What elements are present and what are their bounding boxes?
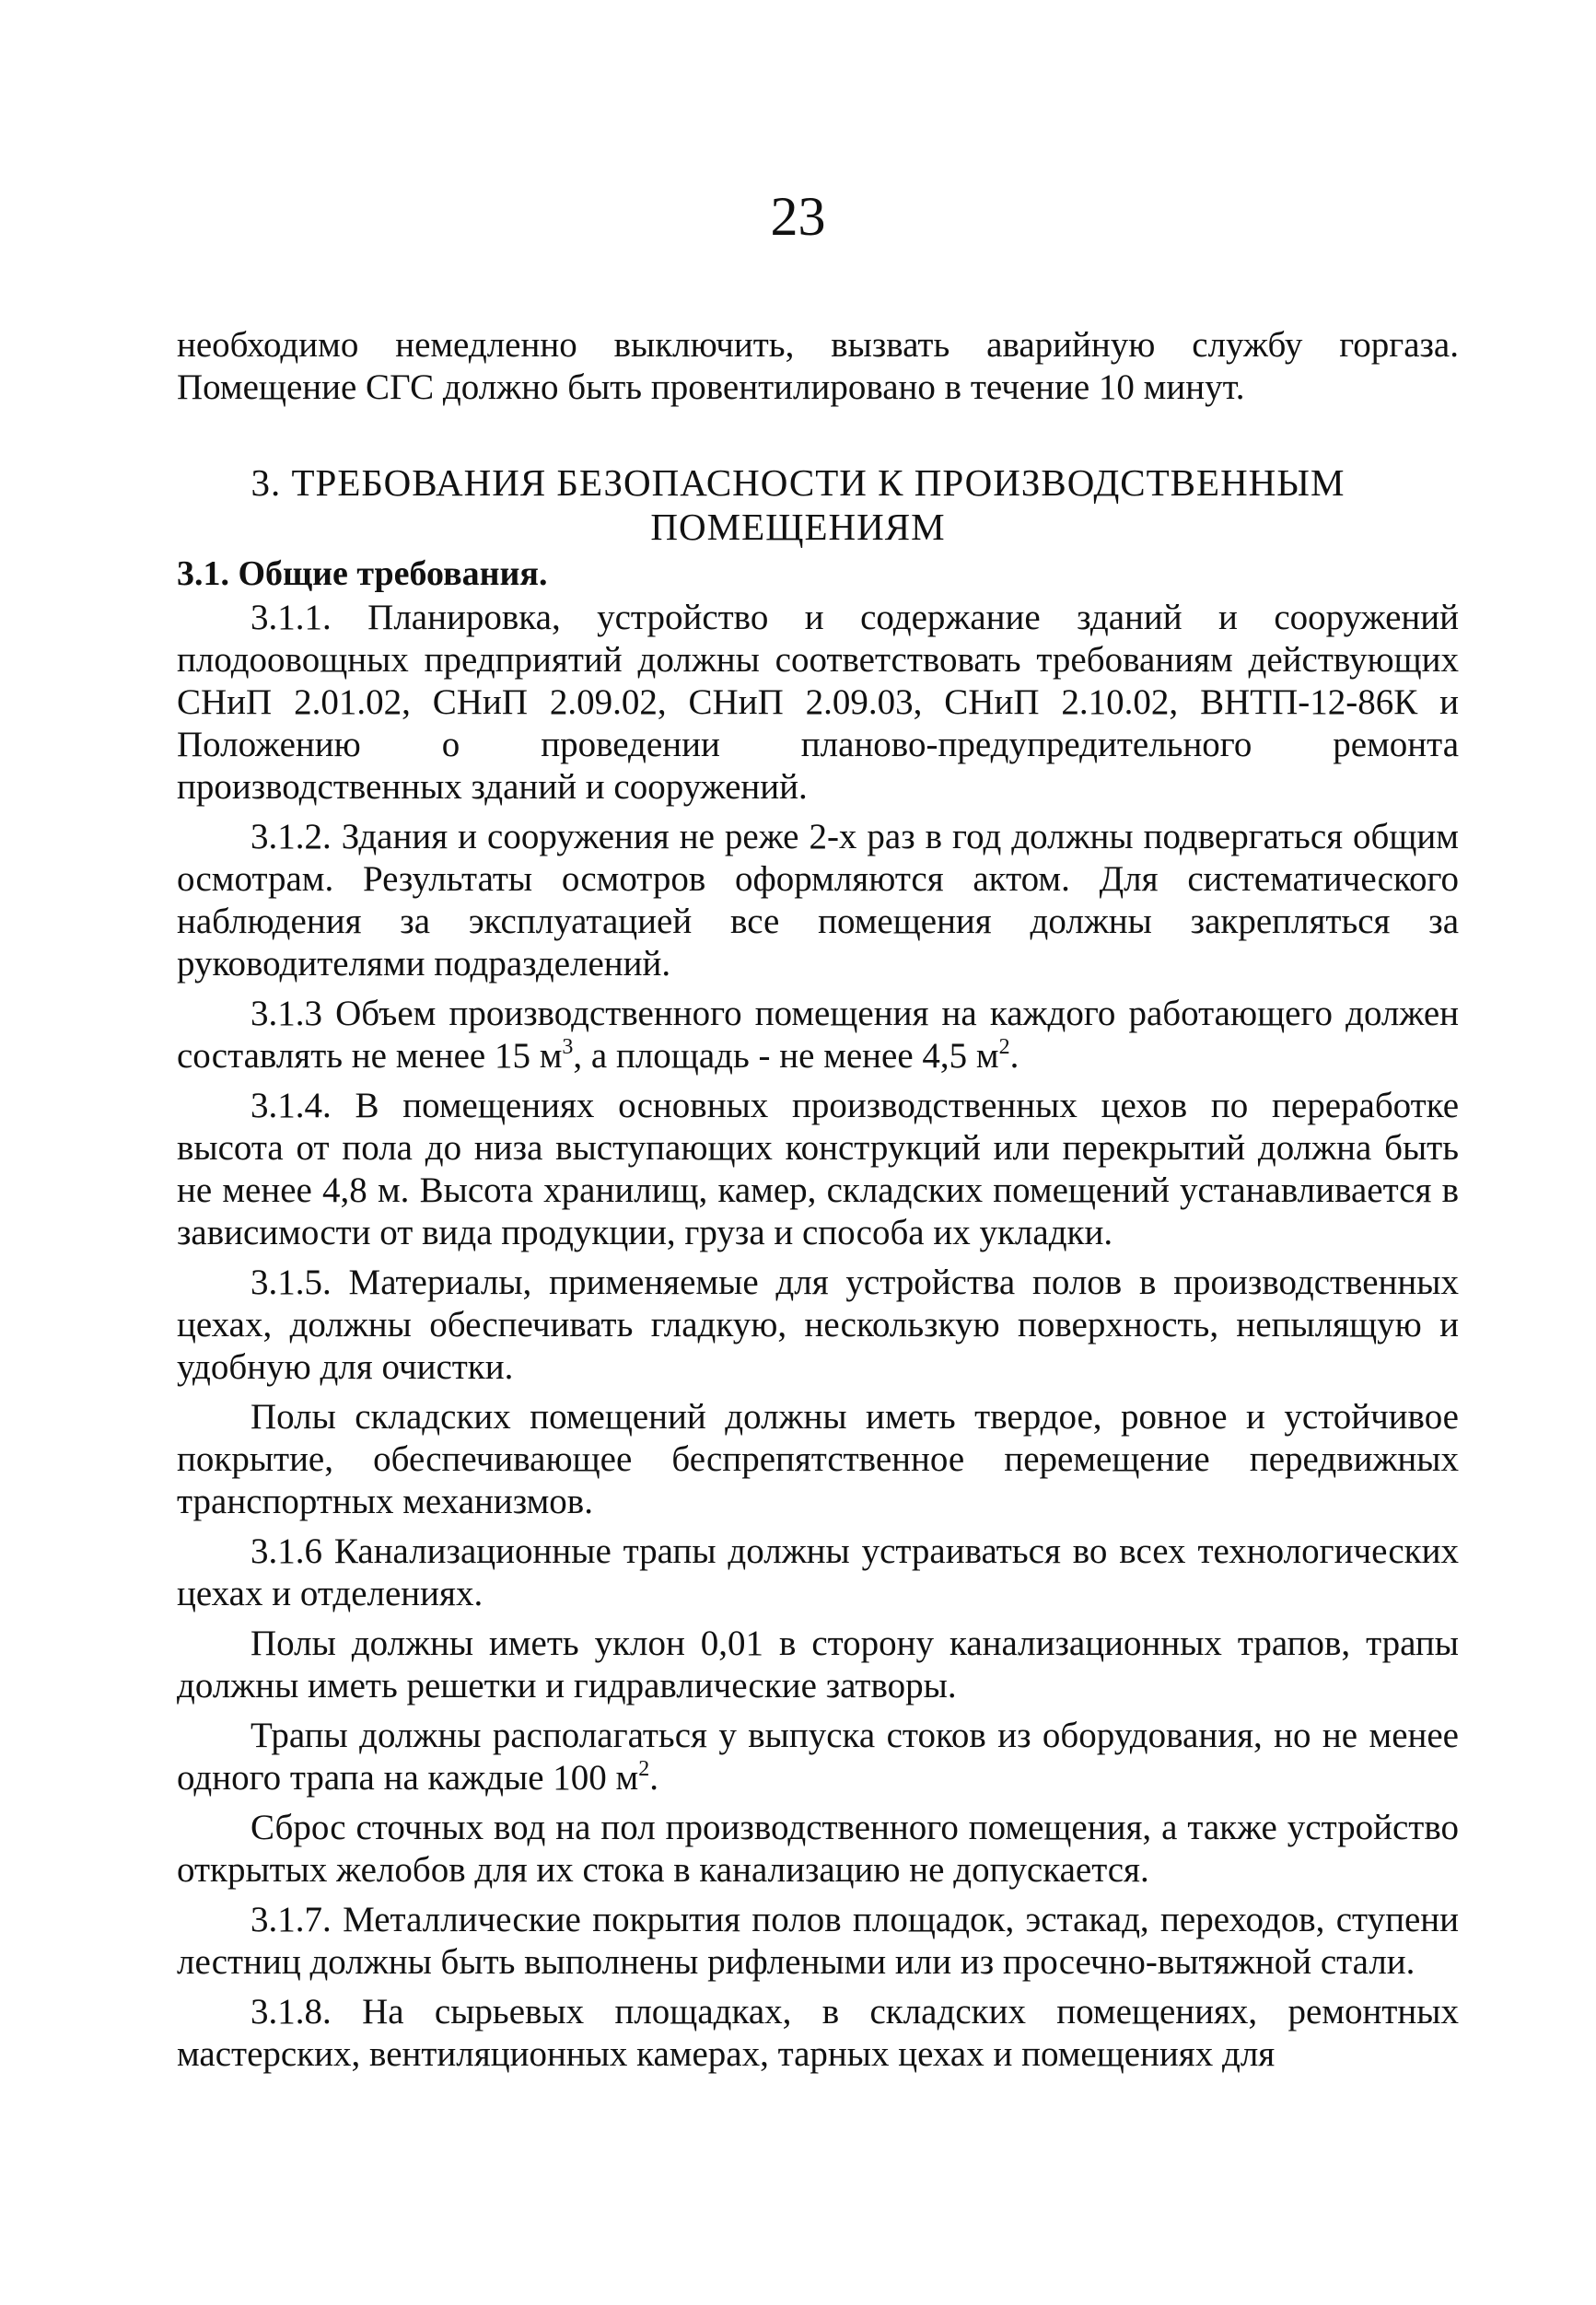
document-body — [177, 597, 1459, 2083]
paragraph-3-1-6: 3.1.6 Канализационные трапы должны устраиваться во всех технологических цехах и отделениях. — [177, 1531, 1459, 1613]
paragraph-3-1-3-part-2: , а площадь - не менее 4,5 м — [573, 1036, 999, 1076]
paragraph-floor-slope: Полы должны иметь уклон 0,01 в сторону канализационных трапов, трапы должны иметь решетки и гидравлические затворы. — [177, 1624, 1459, 1705]
paragraph-3-1-3-part-1: 3.1.3 Объем производственного помещения на каждого работающего должен составлять не менее 15 м — [177, 994, 1459, 1076]
section-title — [0, 460, 1596, 549]
intro-paragraph: необходимо немедленно выключить, вызвать аварийную службу горгаза. Помещение СГС должно быть провентилировано в течение 10 минут. — [177, 325, 1459, 407]
section-title-line-2: ПОМЕЩЕНИЯМ — [650, 506, 946, 548]
area-superscript: 2 — [638, 1757, 650, 1781]
section-title-line-1: 3. ТРЕБОВАНИЯ БЕЗОПАСНОСТИ К ПРОИЗВОДСТВЕННЫМ — [250, 461, 1346, 504]
paragraph-wastewater: Сброс сточных вод на пол производственного помещения, а также устройство открытых желобов для их стока в канализацию не допускается. — [177, 1808, 1459, 1890]
paragraph-3-1-4: 3.1.4. В помещениях основных производственных цехов по переработке высота от пола до низа выступающих конструкций или перекрытий должна быть не менее 4,8 м. Высота хранилищ, камер, складских помещений устанавливается в зависимости от вида продукции, груза и способа их укладки. — [177, 1086, 1459, 1252]
square-superscript: 2 — [998, 1035, 1010, 1059]
subsection-title: 3.1. Общие требования. — [177, 554, 548, 593]
paragraph-3-1-5: 3.1.5. Материалы, применяемые для устройства полов в производственных цехах, должны обеспечивать гладкую, нескользкую поверхность, непылящую и удобную для очистки. — [177, 1263, 1459, 1387]
paragraph-3-1-1: 3.1.1. Планировка, устройство и содержание зданий и сооружений плодоовощных предприятий должны соответствовать требованиям действующих СНиП 2.01.02, СНиП 2.09.02, СНиП 2.09.03, СНиП 2.10.02, ВНТП-12-86К и Положению о проведении планово-предупредительного ремонта производственных зданий и сооружений. — [177, 598, 1459, 807]
paragraph-trap-placement — [177, 1715, 1459, 1799]
page-number: 23 — [770, 186, 826, 247]
paragraph-trap-placement-part-1: Трапы должны располагаться у выпуска стоков из оборудования, но не менее одного трапа на каждые 100 м — [177, 1716, 1459, 1798]
cubic-superscript: 3 — [562, 1035, 574, 1059]
paragraph-floor-coverings: Полы складских помещений должны иметь твердое, ровное и устойчивое покрытие, обеспечивающее беспрепятственное перемещение передвижных транспортных механизмов. — [177, 1397, 1459, 1521]
paragraph-3-1-8: 3.1.8. На сырьевых площадках, в складских помещениях, ремонтных мастерских, вентиляционных камерах, тарных цехах и помещениях для — [177, 1992, 1459, 2074]
paragraph-3-1-2: 3.1.2. Здания и сооружения не реже 2-х раз в год должны подвергаться общим осмотрам. Результаты осмотров оформляются актом. Для систематического наблюдения за эксплуатацией все помещения должны закрепляться за руководителями подразделений. — [177, 817, 1459, 984]
paragraph-trap-placement-part-2: . — [649, 1758, 658, 1798]
paragraph-3-1-7: 3.1.7. Металлические покрытия полов площадок, эстакад, переходов, ступени лестниц должны быть выполнены рифлеными или из просечно-вытяжной стали. — [177, 1900, 1459, 1982]
paragraph-3-1-3-part-3: . — [1009, 1036, 1019, 1076]
paragraph-3-1-3 — [177, 993, 1459, 1077]
